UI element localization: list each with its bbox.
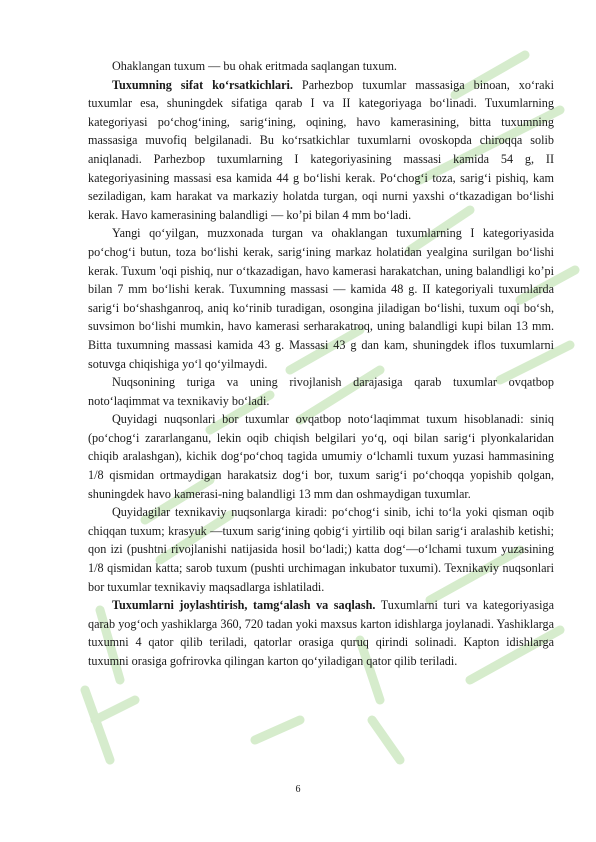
- page-body: [88, 57, 554, 671]
- section-heading: Tuxumlarni joylashtirish, tamg‘alash va saqlash.: [112, 598, 376, 613]
- paragraph: Quyidagilar texnikaviy nuqsonlarga kiradi: po‘chog‘i sinib, ichi to‘la yoki qisman oqib chiqqan tuxum; krasyuk —tuxum sarig‘ining qobig‘i yirtilib oqi bilan sarig‘i aralashib ketishi; qon izi (pushtni rivojlanishi natijasida hosil bo‘ladi;) katta dog‘—o‘lchami tuxum yuzasining 1/8 qismidan katta; sarob tuxum (pushti urchimagan inkubator tuxumi). Texnikaviy nuqsonlari bor tuxumlar texnikaviy maqsadlarga ishlatiladi.: [88, 505, 554, 594]
- paragraph: Yangi qo‘yilgan, muzxonada turgan va ohaklangan tuxumlarning I kategoriyasida po‘chog‘i butun, toza bo‘lishi kerak, sarig‘ining markaz holatidan yealgina surilgan bo‘lishi kerak. Tuxum 'oqi pishiq, nur o‘tkazadigan, havo kamerasi harakatchan, uning balandligi ko’pi bilan 7 mm bo‘lishi kerak. Tuxumning massasi — kamida 48 g. II kategoriyali tuxumlarda sarig‘i bo‘shashganroq, aniq ko‘rinib turadigan, osongina jiladigan bo‘lishi, tuxum oqi bo‘sh, suvsimon bo‘lishi mumkin, havo kamerasi serharakatroq, uning balandligi kupi bilan 13 mm. Bitta tuxumning massasi kamida 43 g. Massasi 43 g dan kam, shuningdek iflos tuxumlarni sotuvga chiqishiga yo‘l qo‘yilmaydi.: [88, 226, 554, 371]
- paragraph: Quyidagi nuqsonlari bor tuxumlar ovqatbop noto‘laqimmat tuxum hisoblanadi: siniq (po‘chog‘i zararlanganu, lekin oqib chiqish belgilari yo‘q, oqi bilan sarig‘i plyonkalaridan chiqib aralashgan), kichik dog‘po‘choq tagida umumiy o‘lchamli tuxum yuzasi hammasining 1/8 qismidan ortmaydigan harakatsiz dog‘i bor, tuxum sarig‘i po‘choqqa yopishib qolgan, shuningdek havo kamerasi-ning balandligi 13 mm dan oshmaydigan tuxumlar.: [88, 412, 554, 501]
- paragraph: Ohaklangan tuxum — bu ohak eritmada saqlangan tuxum.: [112, 59, 397, 73]
- page-number: 6: [295, 784, 301, 795]
- paragraph: Tuxumning sifat ko‘rsatkichlari. Parhezbop tuxumlar massasiga binoan, xo‘raki tuxumlar esa, shuningdek sifatiga qarab I va II kategoriyaga bo‘linadi. Tuxumlarning kategoriyasi po‘chog‘ining, sarig‘ining, oqining, havo kamerasining, bitta tuxumning massasiga muvofiq belgilanadi. Bu ko‘rsatkichlar tuxumlarni ovoskopda chiroqqa solib aniqlanadi. Parhezbop tuxumlarning I kategoriyasining massasi kamida 54 g, II kategoriyasining massasi esa kamida 44 g bo‘lishi kerak. Po‘chog‘i toza, sarig‘i pishiq, kam seziladigan, kam harakat va markaziy holatda turgan, oqi nurni yaxshi o‘tkazadigan bo‘lishi kerak. Havo kamerasining balandligi — ko’pi bilan 4 mm bo‘ladi.: [88, 77, 554, 222]
- paragraph: Nuqsonining turiga va uning rivojlanish darajasiga qarab tuxumlar ovqatbop noto‘laqimmat va texnikaviy bo‘ladi.: [88, 375, 554, 408]
- section-heading: Tuxumning sifat ko‘rsatkichlari.: [112, 77, 293, 92]
- paragraph: Tuxumlarni joylashtirish, tamg‘alash va saqlash. Tuxumlarni turi va kategoriyasiga qarab yog‘och yashiklarga 360, 720 tadan yoki maxsus karton idishlarga joylanadi. Yashiklarga tuxumni 4 qator qilib teriladi, qatorlar orasiga quruq qirindi solinadi. Kapton idishlarga tuxumni orasiga gofrirovka qilingan karton qo‘yiladigan qator qilib teriladi.: [88, 598, 554, 668]
- watermark-stroke: [255, 720, 300, 740]
